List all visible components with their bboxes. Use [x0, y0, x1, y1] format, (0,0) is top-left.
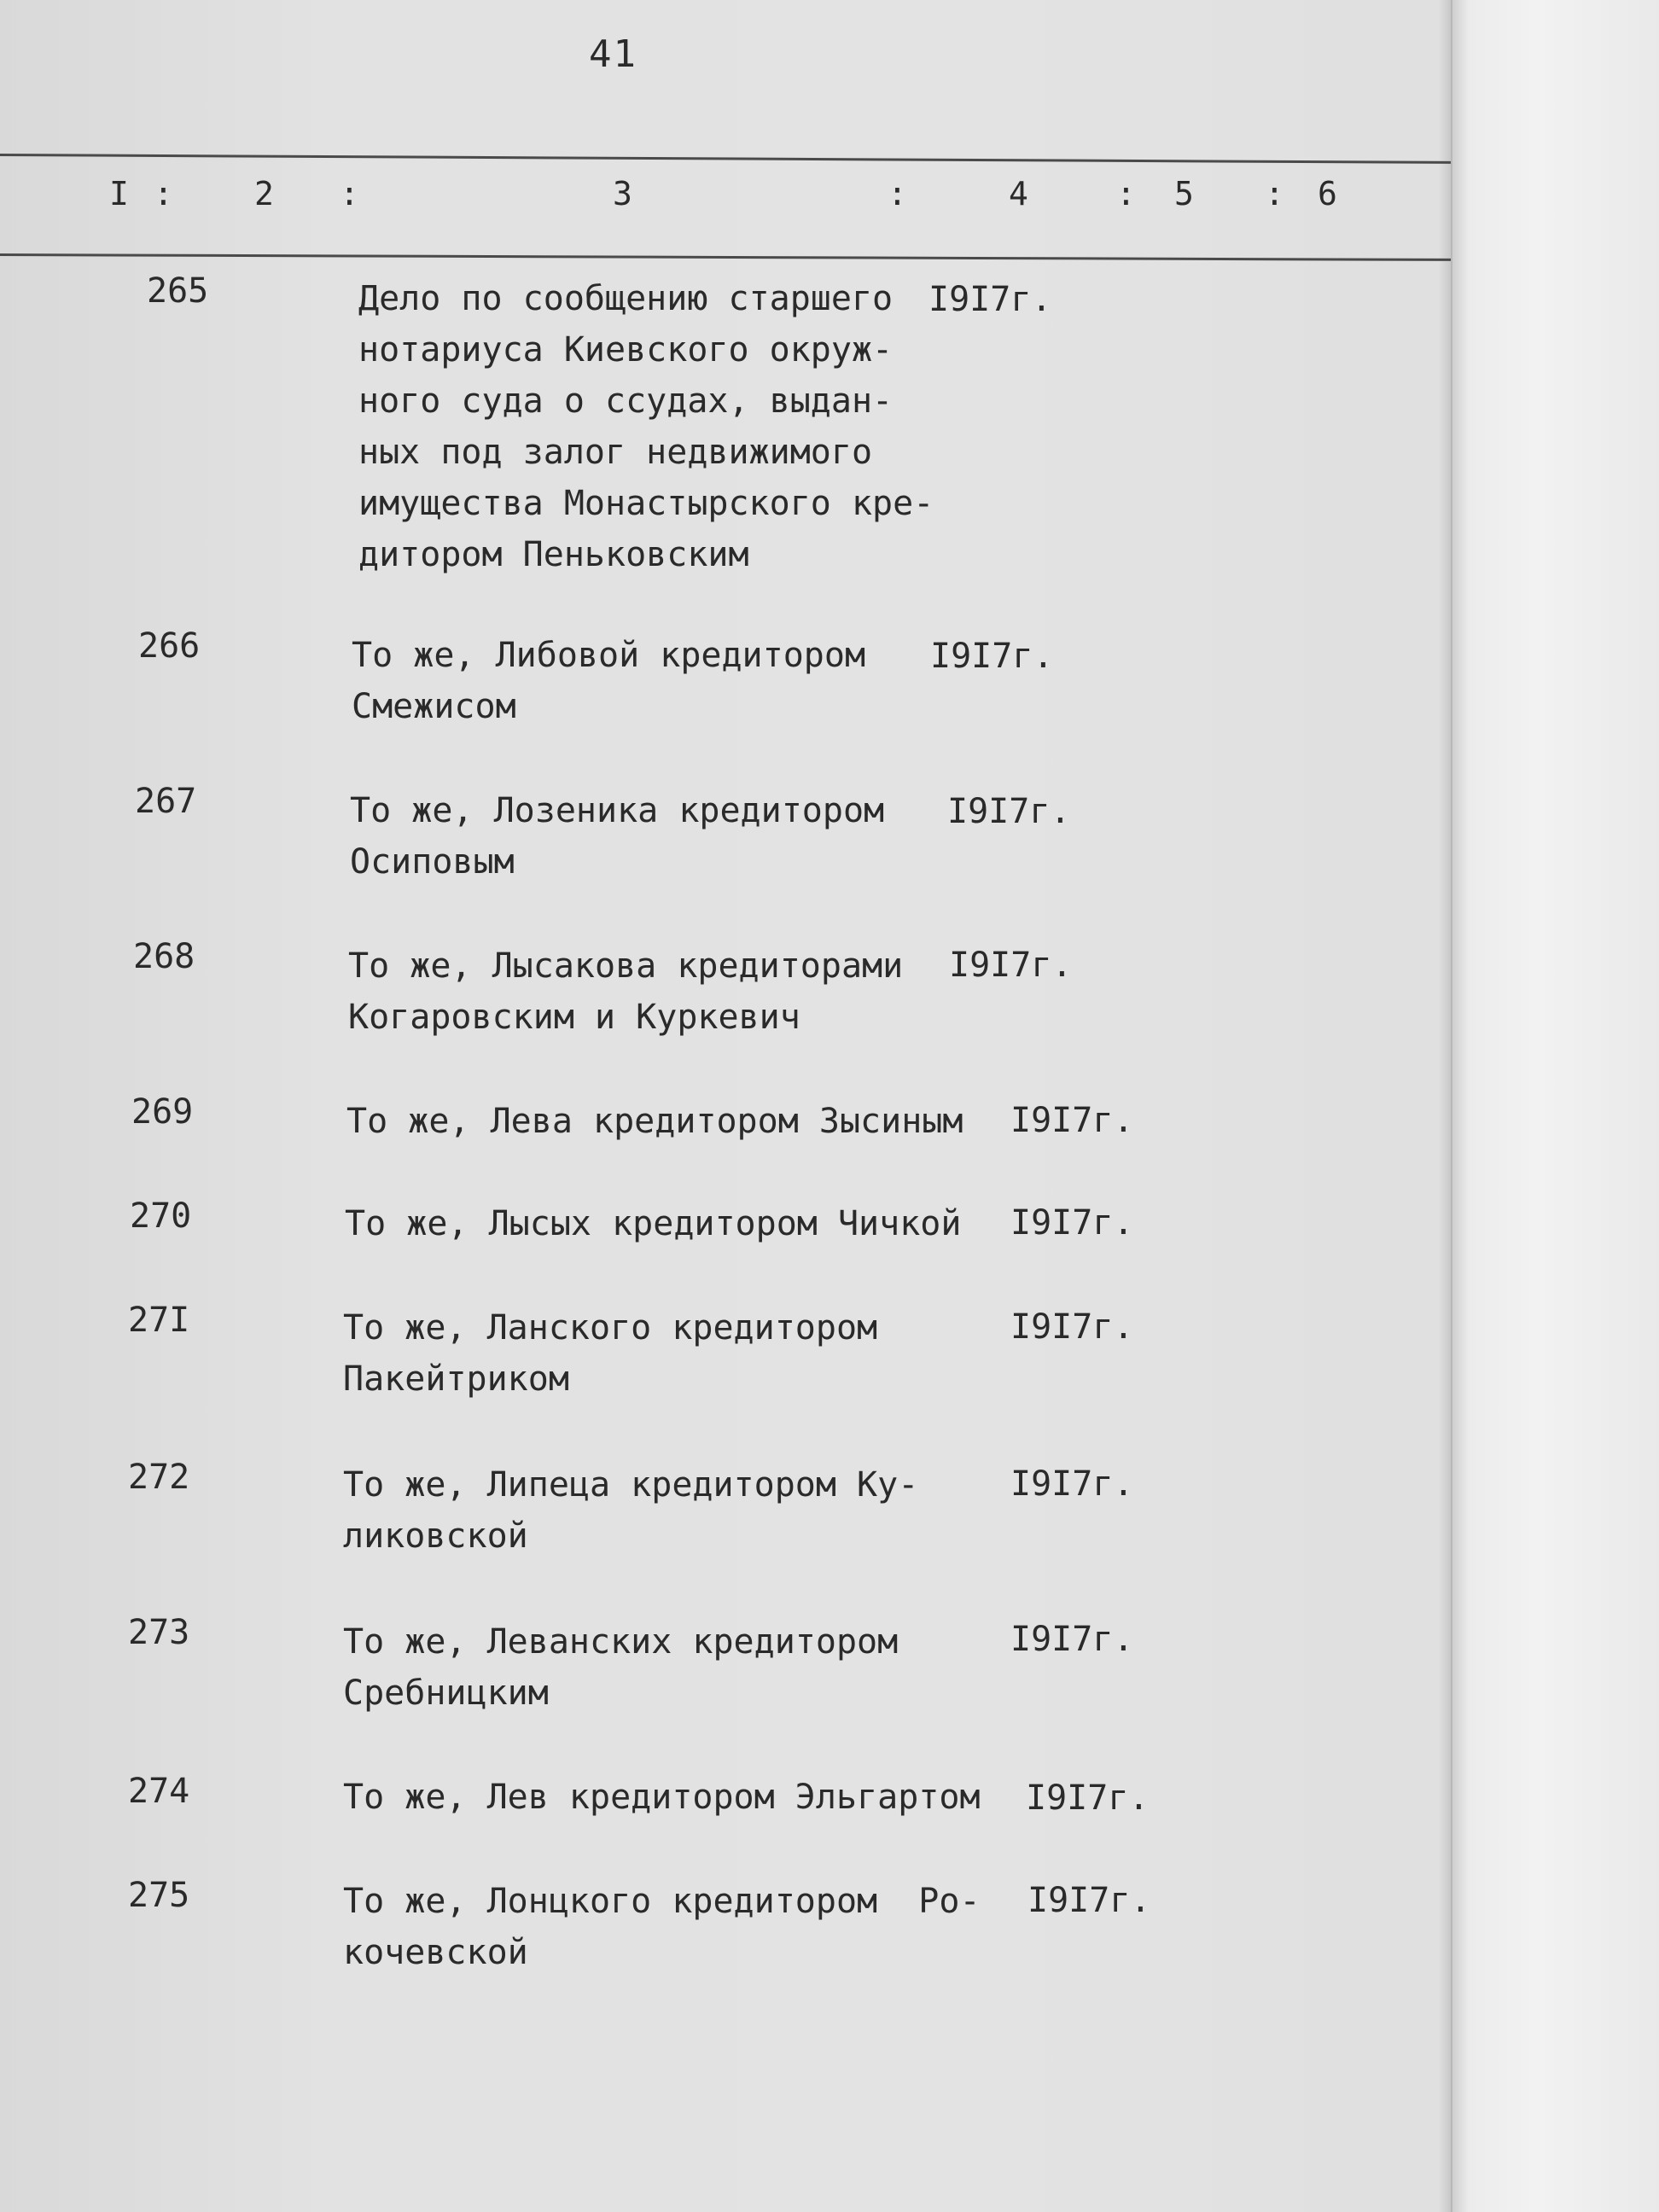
- entry-number: 27I: [128, 1301, 190, 1340]
- entry-number: 273: [128, 1613, 190, 1652]
- entry-number: 270: [130, 1196, 192, 1236]
- col-header-sep-3: :: [888, 175, 907, 212]
- entry-year: I9I7г.: [930, 637, 1054, 676]
- entry-description: [345, 1198, 961, 1249]
- description-line: Когаровским и Куркевич: [348, 998, 800, 1037]
- description-line: Смежисом: [352, 687, 516, 726]
- col-header-sep-5: :: [1265, 175, 1284, 212]
- col-header-4: 4: [1009, 175, 1028, 212]
- entry-description: [352, 630, 865, 732]
- entry-year: I9I7г.: [1010, 1620, 1134, 1659]
- description-line: ликовской: [343, 1516, 528, 1556]
- col-header-6: 6: [1318, 175, 1337, 212]
- description-line: То же, Лысакова кредиторами: [348, 946, 904, 986]
- description-line: нотариуса Киевского окруж-: [358, 330, 894, 370]
- entry-year: I9I7г.: [1010, 1464, 1134, 1504]
- entry-year: I9I7г.: [1010, 1203, 1134, 1243]
- adjacent-page-edge: [1451, 0, 1659, 2212]
- description-line: ного суда о ссудах, выдан-: [358, 381, 894, 421]
- page-number: 41: [589, 32, 637, 76]
- col-header-3: 3: [613, 175, 632, 212]
- col-header-5: 5: [1174, 175, 1194, 212]
- description-line: кочевской: [343, 1933, 528, 1972]
- description-line: То же, Лонцкого кредитором Ро-: [343, 1882, 981, 1921]
- col-header-sep-1: :: [154, 175, 173, 212]
- description-line: Сребницким: [343, 1674, 549, 1713]
- entry-year: I9I7г.: [928, 280, 1052, 319]
- description-line: То же, Леванских кредитором: [343, 1622, 899, 1662]
- entry-description: [343, 1302, 877, 1405]
- entry-year: I9I7г.: [1027, 1881, 1151, 1920]
- entry-description: [343, 1876, 981, 1978]
- description-line: Пакейтриком: [343, 1359, 569, 1399]
- column-header-row: [0, 175, 1451, 235]
- entry-description: [346, 1096, 963, 1147]
- entry-number: 268: [133, 937, 195, 976]
- entry-number: 275: [128, 1876, 190, 1915]
- col-header-sep-4: :: [1116, 175, 1136, 212]
- entry-description: [350, 785, 884, 888]
- description-line: дитором Пеньковским: [358, 535, 749, 574]
- description-line: То же, Ланского кредитором: [343, 1308, 878, 1348]
- entry-description: [348, 940, 903, 1043]
- description-line: То же, Липеца кредитором Ку-: [343, 1465, 919, 1505]
- entry-description: [343, 1616, 898, 1719]
- entry-number: 272: [128, 1458, 190, 1497]
- header-top-rule: [0, 154, 1451, 164]
- entry-number: 267: [135, 782, 197, 821]
- entry-number: 266: [138, 626, 201, 666]
- entry-year: I9I7г.: [1010, 1101, 1134, 1140]
- entry-number: 274: [128, 1772, 190, 1811]
- header-bottom-rule: [0, 253, 1451, 261]
- col-header-sep-2: :: [340, 175, 359, 212]
- description-line: Осиповым: [350, 842, 515, 882]
- description-line: То же, Лева кредитором Зысиным: [346, 1102, 963, 1141]
- entry-number: 265: [147, 271, 209, 311]
- entry-number: 269: [131, 1092, 194, 1132]
- description-line: То же, Лев кредитором Эльгартом: [343, 1778, 981, 1817]
- entry-description: [343, 1772, 981, 1823]
- description-line: То же, Либовой кредитором: [352, 636, 866, 675]
- col-header-2: 2: [254, 175, 274, 212]
- entry-description: [343, 1459, 918, 1562]
- description-line: То же, Лысых кредитором Чичкой: [345, 1204, 962, 1243]
- col-header-1: I: [109, 175, 129, 212]
- entry-year: I9I7г.: [949, 946, 1073, 985]
- entry-year: I9I7г.: [1010, 1307, 1134, 1347]
- description-line: Дело по сообщению старшего: [358, 279, 894, 318]
- entry-description: [358, 273, 934, 580]
- description-line: ных под залог недвижимого: [358, 433, 873, 472]
- description-line: То же, Лозеника кредитором: [350, 791, 885, 830]
- entry-year: I9I7г.: [947, 792, 1071, 831]
- description-line: имущества Монастырского кре-: [358, 484, 934, 523]
- entry-year: I9I7г.: [1026, 1778, 1150, 1818]
